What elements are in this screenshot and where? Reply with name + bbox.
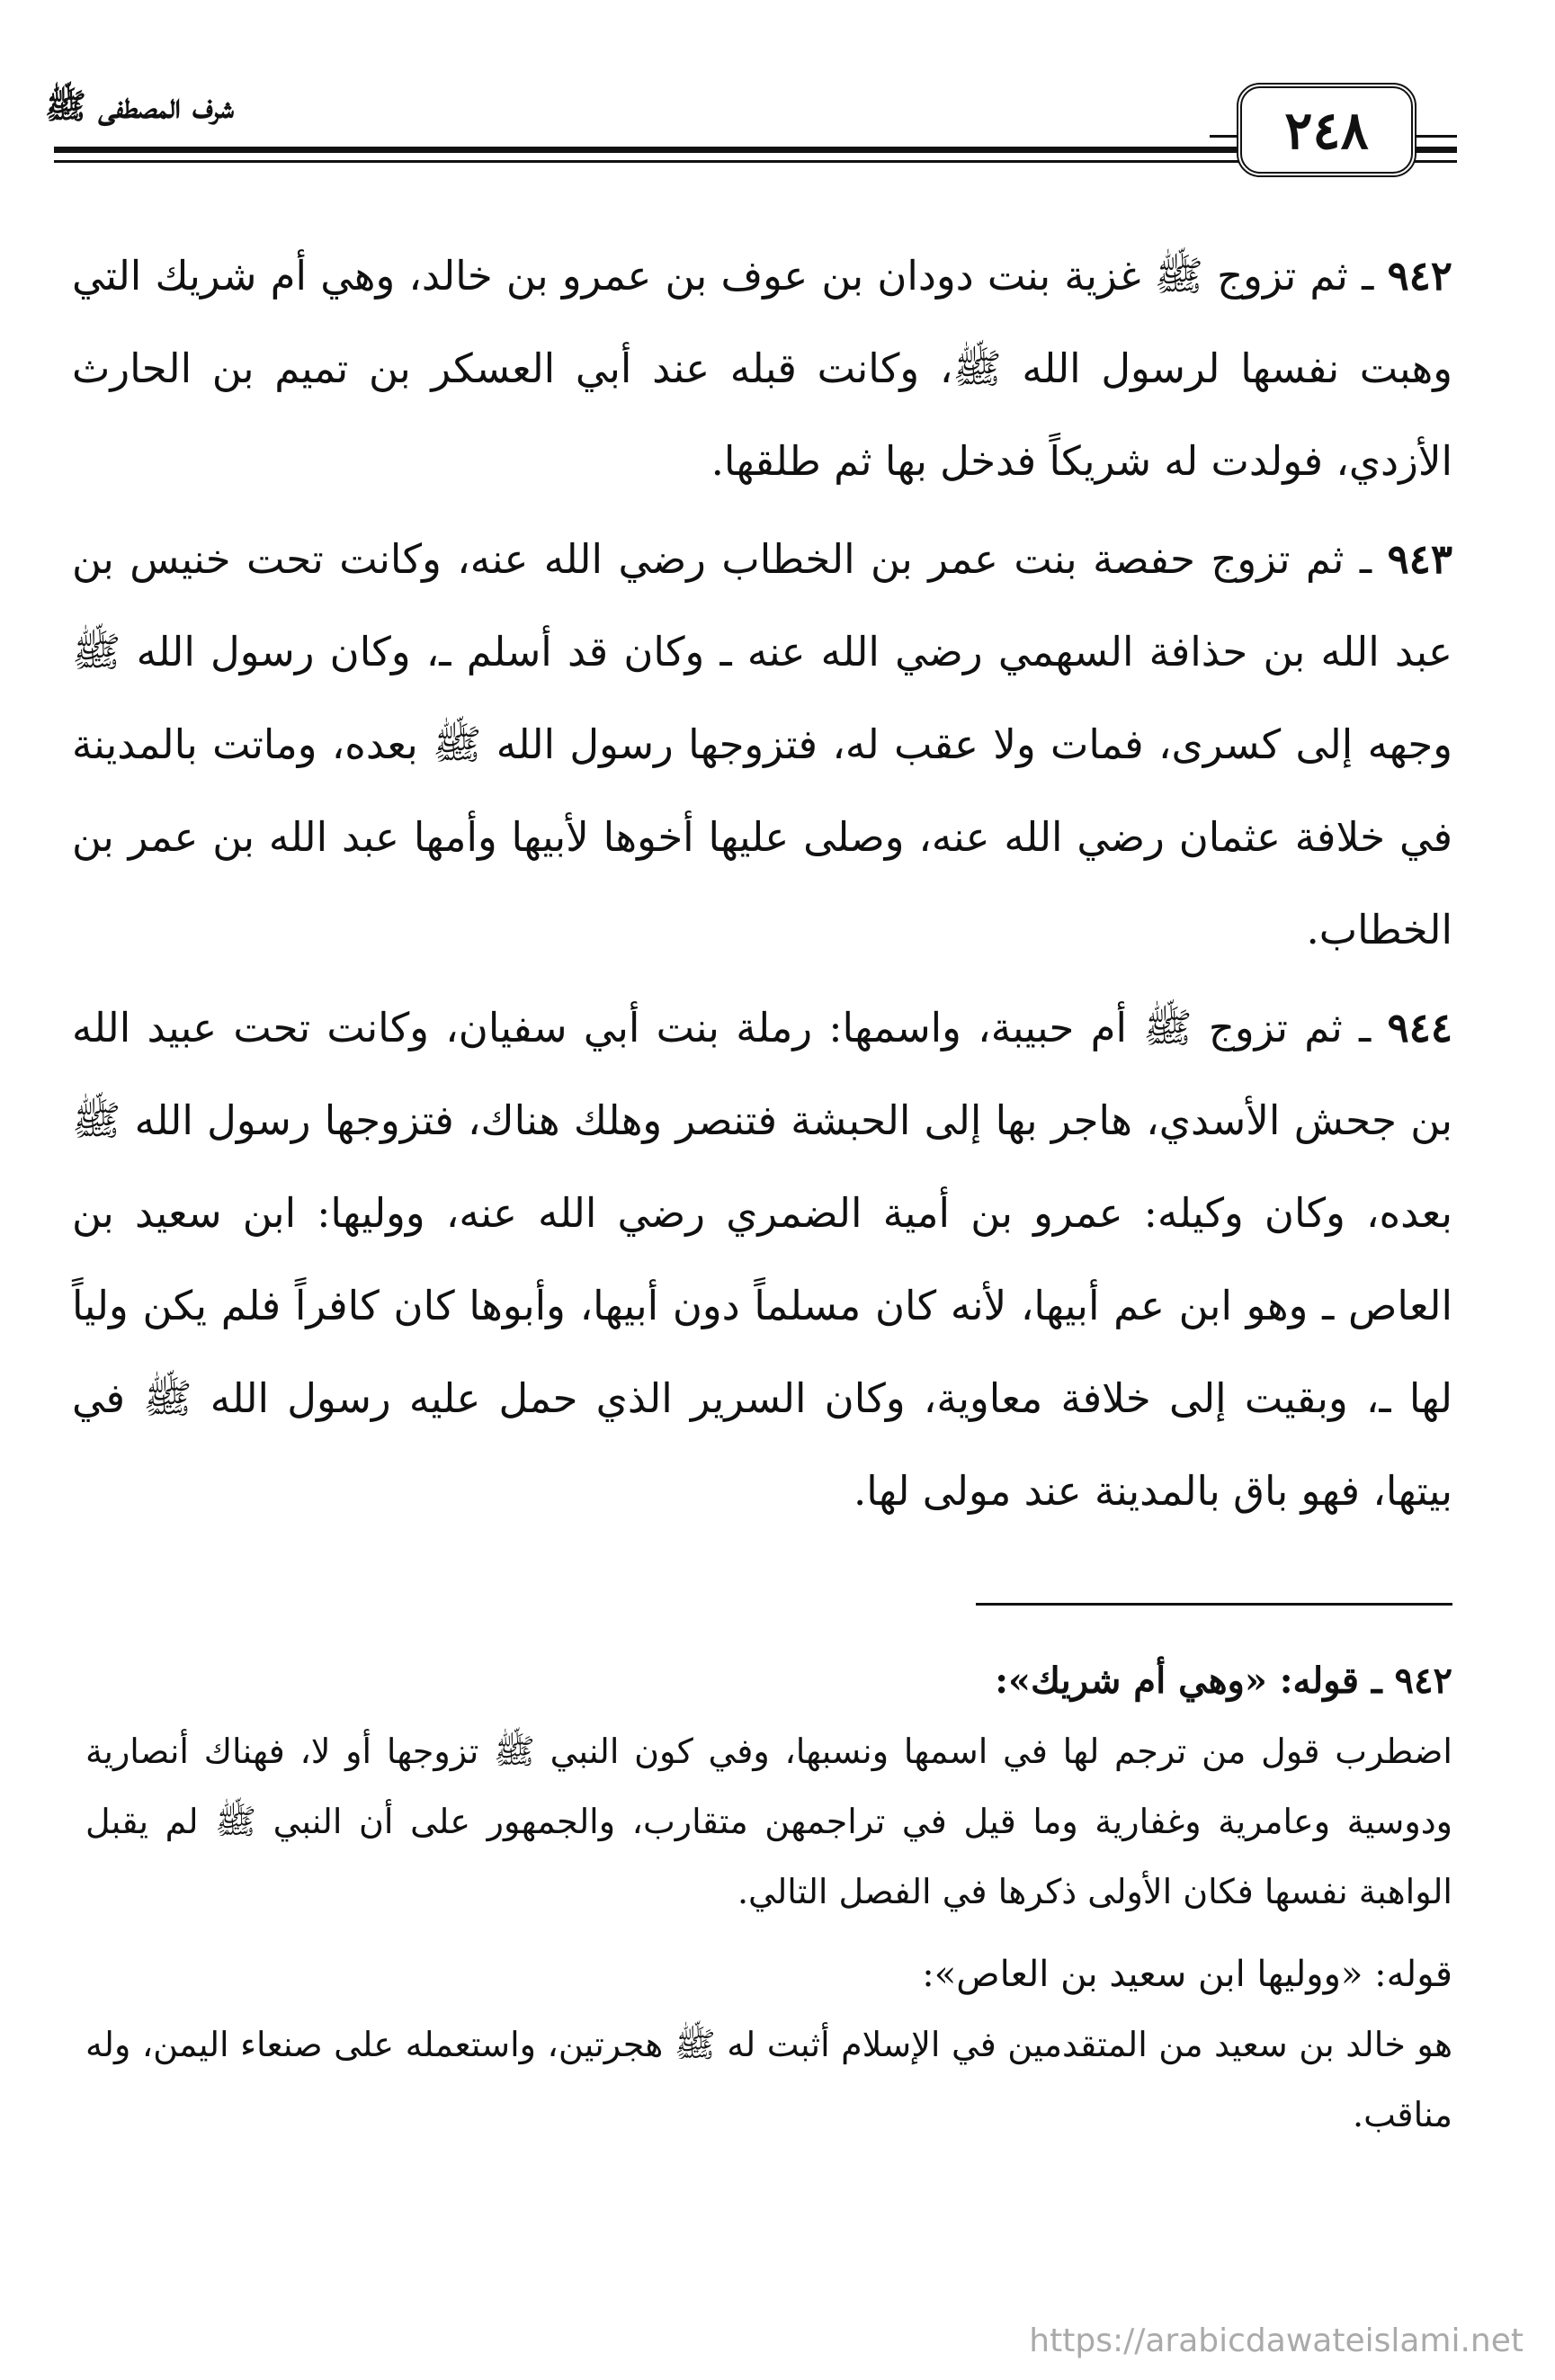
paragraph-text: ـ ثم تزوج ﷺ أم حبيبة، واسمها: رملة بنت أبي سفيان، وكانت تحت عبيد الله بن جحش الأسدي، هاجر بها إلى الحبشة فتنصر وهلك هناك، فتزوجها رسول الله ﷺ بعده، وكان وكيله: عمرو بن أمية الضمري رضي الله عنه، ووليها: ابن سعيد بن العاص ـ وهو ابن عم أبيها، لأنه كان مسلماً دون أبيها، وأبوها كان كافراً فلم يكن ولياً لها ـ، وبقيت إلى خلافة معاوية، وكان السرير الذي حمل عليه رسول الله ﷺ في بيتها، فهو باق بالمدينة عند مولى لها.: [72, 1004, 1452, 1515]
page-number-frame-line-right: [1416, 135, 1457, 138]
paragraph-number: ٩٤٤: [1387, 1004, 1452, 1051]
paragraph-942: [72, 229, 1452, 507]
paragraph-944: [72, 981, 1452, 1537]
footnote-subheading: قوله: «ووليها ابن سعيد بن العاص»:: [922, 1954, 1452, 1995]
paragraph-number: ٩٤٣: [1387, 535, 1452, 583]
paragraph-number: ٩٤٢: [1387, 252, 1452, 300]
footnote-text: هو خالد بن سعيد من المتقدمين في الإسلام أثبت له ﷺ هجرتين، واستعمله على صنعاء اليمن، وله مناقب.: [85, 2025, 1452, 2134]
paragraph-text: ـ ثم تزوج ﷺ غزية بنت دودان بن عوف بن عمرو بن خالد، وهي أم شريك التي وهبت نفسها لرسول الله ﷺ، وكانت قبله عند أبي العسكر بن تميم بن الحارث الأزدي، فولدت له شريكاً فدخل بها ثم طلقها.: [72, 252, 1452, 485]
watermark-url: https://arabicdawateislami.net: [1029, 2322, 1524, 2359]
main-text: [72, 229, 1452, 1543]
running-title: شرف المصطفى ﷺ: [45, 85, 234, 126]
paragraph-text: ـ ثم تزوج حفصة بنت عمر بن الخطاب رضي الله عنه، وكانت تحت خنيس بن عبد الله بن حذافة السهمي رضي الله عنه ـ وكان قد أسلم ـ، وكان رسول الله ﷺ وجهه إلى كسرى، فمات ولا عقب له، فتزوجها رسول الله ﷺ بعده، وماتت بالمدينة في خلافة عثمان رضي الله عنه، وصلى عليها أخوها لأبيها وأمها عبد الله بن عمر بن الخطاب.: [72, 535, 1452, 953]
footnote-separator: [976, 1603, 1452, 1606]
paragraph-943: [72, 513, 1452, 976]
page-number-frame: [1237, 83, 1416, 177]
page-number-frame-line-left: [1210, 135, 1237, 138]
footnotes: [85, 1646, 1452, 2162]
page-number: ٢٤٨: [1284, 99, 1369, 161]
footnote-text: اضطرب قول من ترجم لها في اسمها ونسبها، وفي كون النبي ﷺ تزوجها أو لا، فهناك أنصارية ودوسية وعامرية وغفارية وما قيل في تراجمهن متقارب، والجمهور على أن النبي ﷺ لم يقبل الواهبة نفسها فكان الأولى ذكرها في الفصل التالي.: [85, 1731, 1452, 1911]
footnote-heading: ٩٤٢ ـ قوله: «وهي أم شريك»:: [995, 1660, 1452, 1702]
